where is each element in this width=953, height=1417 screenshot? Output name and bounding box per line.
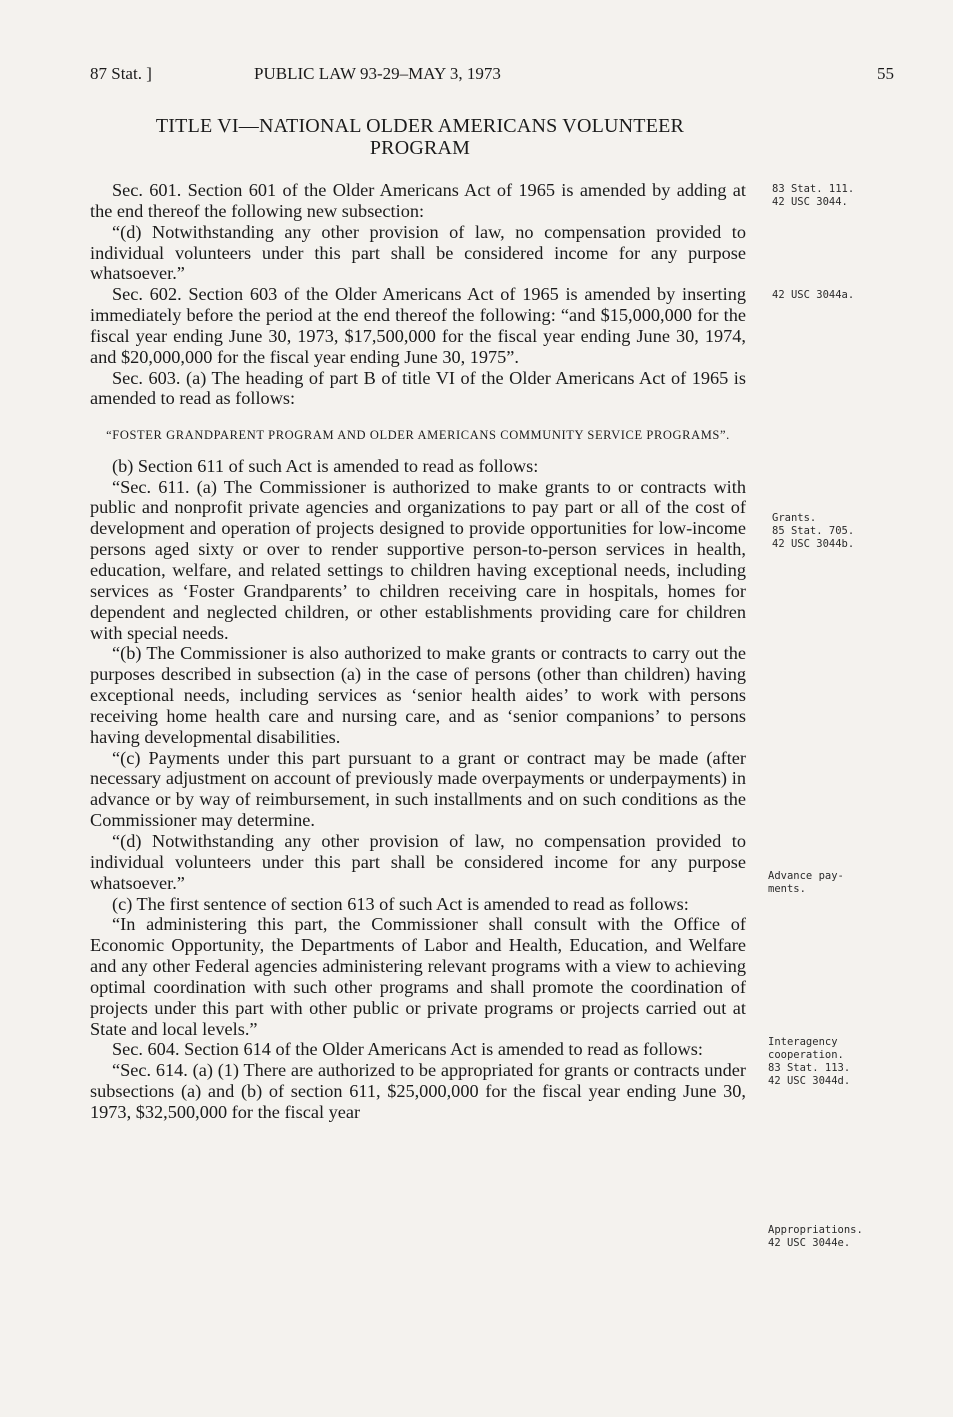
page-number: 55	[877, 64, 894, 83]
paragraph-611-b: “(b) The Commissioner is also authorized to make grants or contracts to carry out the purposes described in subsection (a) in the case of persons (other than children) having exceptional needs, including services as ‘senior health aides’ to work with persons receiving home health care and nursing care, and as ‘senior companions’ to persons having developmental disabilities.	[90, 643, 746, 747]
paragraph-603-c: (c) The first sentence of section 613 of such Act is amended to read as follows:	[112, 893, 689, 914]
paragraph-sec-601: Sec. 601. Section 601 of the Older Americans Act of 1965 is amended by adding at the end thereof the following new subsection:	[90, 180, 746, 221]
paragraph-611-c: “(c) Payments under this part pursuant to a grant or contract may be made (after necessary adjustment on account of previously made overpayments or underpayments) in advance or by way of reimbursement, in such installments and on such conditions as the Commissioner may determine.	[90, 747, 746, 831]
paragraph-611-d: “(d) Notwithstanding any other provision of law, no compensation provided to individual volunteers under this part shall be considered income for any purpose whatsoever.”	[90, 830, 746, 893]
margin-note-3044a: 42 USC 3044a.	[772, 289, 855, 301]
paragraph-sec-602: Sec. 602. Section 603 of the Older Americans Act of 1965 is amended by inserting immediately before the period at the end thereof the following: “and $15,000,000 for the fiscal year ending June 30, 1973, $17,500,000 for the fiscal year ending June 30, 1974, and $20,000,000 for the fiscal year ending June 30, 1975”.	[90, 284, 746, 367]
law-citation: PUBLIC LAW 93-29–MAY 3, 1973	[254, 64, 501, 83]
paragraph-613-quote: “In administering this part, the Commissioner shall consult with the Office of Economic Opportunity, the Departments of Labor and Health, Education, and Welfare and any other Federal agencies administering relevant programs with a view to achieving optimal coordination with such other programs and shall promote the coordination of projects under this part with other public or private programs or projects carried out at State and local levels.”	[90, 914, 746, 1039]
paragraph-sec-611-a: “Sec. 611. (a) The Commissioner is authorized to make grants to or contracts with public and nonprofit private agencies and organizations to pay part or all of the cost of development and operation of projects designed to provide opportunities for low-income persons aged sixty or over to render supportive person-to-person services in health, education, welfare, and related settings to children having exceptional needs, including services as ‘Foster Grandparents’ to children receiving care in hospitals, homes for dependent and neglected children, or other establishments providing care for children with special needs.	[90, 476, 746, 643]
paragraph-sec-604: Sec. 604. Section 614 of the Older Americans Act is amended to read as follows:	[112, 1039, 703, 1060]
margin-note-grants: Grants. 85 Stat. 705. 42 USC 3044b.	[772, 512, 855, 550]
margin-note-interagency: Interagency cooperation. 83 Stat. 113. 42 USC 3044d.	[768, 1036, 851, 1087]
paragraph-sec-603-a: Sec. 603. (a) The heading of part B of title VI of the Older Americans Act of 1965 is amended to read as follows:	[90, 367, 746, 409]
margin-note-83-stat-111: 83 Stat. 111. 42 USC 3044.	[772, 183, 855, 208]
paragraph-603-b: (b) Section 611 of such Act is amended to read as follows:	[112, 455, 539, 476]
stat-reference: 87 Stat. ]	[90, 64, 152, 83]
margin-note-appropriations: Appropriations. 42 USC 3044e.	[768, 1224, 863, 1249]
margin-note-advance-payments: Advance pay- ments.	[768, 870, 844, 895]
page-header	[90, 64, 894, 86]
paragraph-sec-614: “Sec. 614. (a) (1) There are authorized to be appropriated for grants or contracts under subsections (a) and (b) of section 611, $25,000,000 for the fiscal year ending June 30, 1973, $32,500,000 for the fiscal year	[90, 1060, 746, 1122]
title-heading	[90, 115, 750, 159]
part-b-heading: “FOSTER GRANDPARENT PROGRAM AND OLDER AMERICANS COMMUNITY SERVICE PROGRAMS”.	[106, 428, 730, 443]
paragraph-601-d: “(d) Notwithstanding any other provision of law, no compensation provided to individual volunteers under this part shall be considered income for any purpose whatsoever.”	[90, 221, 746, 284]
title-line-1: TITLE VI—NATIONAL OLDER AMERICANS VOLUNTEER	[155, 115, 685, 137]
body-text	[90, 180, 746, 1123]
title-line-2: PROGRAM	[369, 137, 471, 159]
